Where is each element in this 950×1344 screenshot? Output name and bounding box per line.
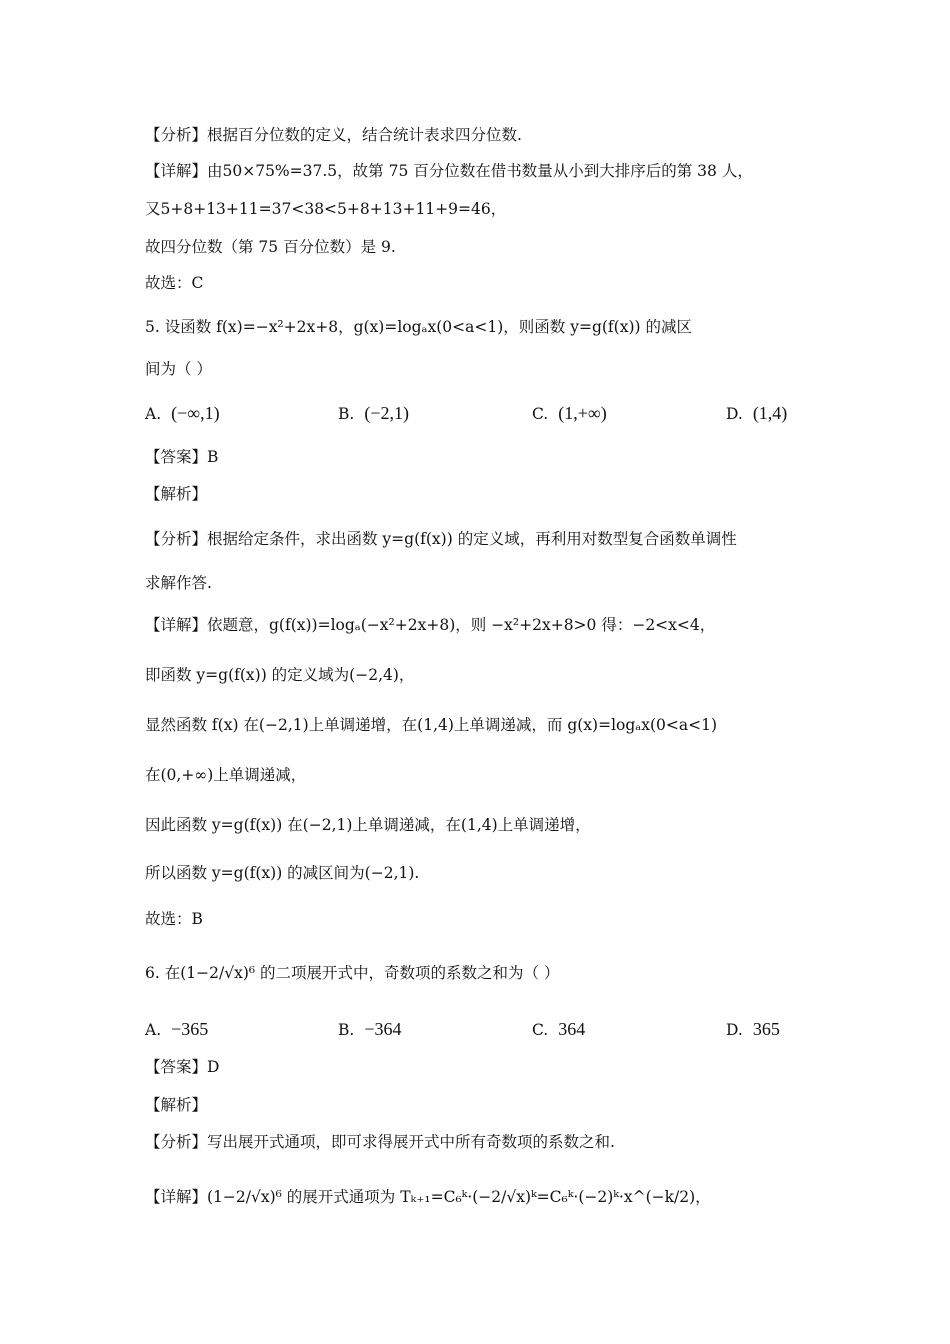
domain-line-q5: 即函数 y=g(f(x)) 的定义域为(−2,4)， bbox=[145, 666, 415, 684]
detail-line-q5: 【详解】依题意，g(f(x))=logₐ(−x²+2x+8)，则 −x²+2x+8>0 得：−2<x<4， bbox=[145, 616, 716, 634]
q6-option-letter: D. bbox=[726, 1021, 743, 1039]
q5-option-letter: D. bbox=[726, 405, 743, 423]
q5-option-a bbox=[145, 402, 220, 425]
choice-line-q5: 故选：B bbox=[145, 910, 203, 928]
analysis-line-q6: 【分析】写出展开式通项，即可求得展开式中所有奇数项的系数之和. bbox=[145, 1133, 615, 1151]
monotonic-line-q5-cont: 在(0,+∞)上单调递减， bbox=[145, 766, 307, 784]
q6-option-value: −365 bbox=[171, 1019, 209, 1039]
detail-line-q4: 【详解】由50×75%=37.5，故第 75 百分位数在借书数量从小到大排序后的第 38 人， bbox=[145, 162, 753, 180]
answer-label-q5: 【答案】B bbox=[145, 448, 219, 466]
solution-label-q5: 【解析】 bbox=[145, 485, 208, 503]
q5-option-value: (−∞,1) bbox=[171, 403, 220, 423]
sum-line-q4: 又5+8+13+11=37<38<5+8+13+11+9=46， bbox=[145, 200, 507, 218]
q5-option-value: (1,+∞) bbox=[558, 403, 607, 423]
q6-option-letter: C. bbox=[532, 1021, 549, 1039]
monotonic-line-q5: 显然函数 f(x) 在(−2,1)上单调递增，在(1,4)上单调递减，而 g(x)=logₐx(0<a<1) bbox=[145, 716, 718, 734]
q6-option-letter: A. bbox=[145, 1021, 162, 1039]
q6-option-a bbox=[145, 1018, 208, 1041]
question-6-stem: 6. 在(1−2/√x)⁶ 的二项展开式中，奇数项的系数之和为（ ） bbox=[145, 964, 560, 982]
q6-option-letter: B. bbox=[338, 1021, 355, 1039]
choice-line-q4: 故选：C bbox=[145, 274, 204, 292]
q5-option-value: (1,4) bbox=[752, 403, 788, 423]
analysis-line-q4: 【分析】根据百分位数的定义，结合统计表求四分位数. bbox=[145, 126, 522, 144]
q5-option-b bbox=[338, 402, 409, 425]
answer-label-q6: 【答案】D bbox=[145, 1058, 220, 1076]
q6-option-c bbox=[532, 1018, 585, 1041]
analysis-line-q5-cont: 求解作答. bbox=[145, 574, 212, 592]
question-5-stem-cont: 间为（ ） bbox=[145, 360, 212, 378]
q5-option-value: (−2,1) bbox=[364, 403, 409, 423]
q6-option-value: 364 bbox=[558, 1019, 586, 1039]
q6-option-value: −364 bbox=[364, 1019, 402, 1039]
q6-option-d bbox=[726, 1018, 780, 1041]
q6-option-value: 365 bbox=[752, 1019, 780, 1039]
q5-option-c bbox=[532, 402, 607, 425]
q5-option-letter: B. bbox=[338, 405, 355, 423]
q5-option-letter: C. bbox=[532, 405, 549, 423]
conclusion-line-q4: 故四分位数（第 75 百分位数）是 9. bbox=[145, 238, 396, 256]
q5-option-d bbox=[726, 402, 787, 425]
question-5-stem: 5. 设函数 f(x)=−x²+2x+8，g(x)=logₐx(0<a<1)，则函数 y=g(f(x)) 的减区 bbox=[145, 318, 692, 336]
detail-line-q6: 【详解】(1−2/√x)⁶ 的展开式通项为 Tₖ₊₁=C₆ᵏ·(−2/√x)ᵏ=C₆ᵏ·(−2)ᵏ·x^(−k/2)， bbox=[145, 1188, 711, 1206]
q6-option-b bbox=[338, 1018, 401, 1041]
solution-label-q6: 【解析】 bbox=[145, 1096, 208, 1114]
q5-option-letter: A. bbox=[145, 405, 162, 423]
composite-line-q5: 因此函数 y=g(f(x)) 在(−2,1)上单调递减，在(1,4)上单调递增， bbox=[145, 816, 591, 834]
analysis-line-q5: 【分析】根据给定条件，求出函数 y=g(f(x)) 的定义域，再利用对数型复合函数单调性 bbox=[145, 530, 737, 548]
result-line-q5: 所以函数 y=g(f(x)) 的减区间为(−2,1). bbox=[145, 864, 420, 882]
